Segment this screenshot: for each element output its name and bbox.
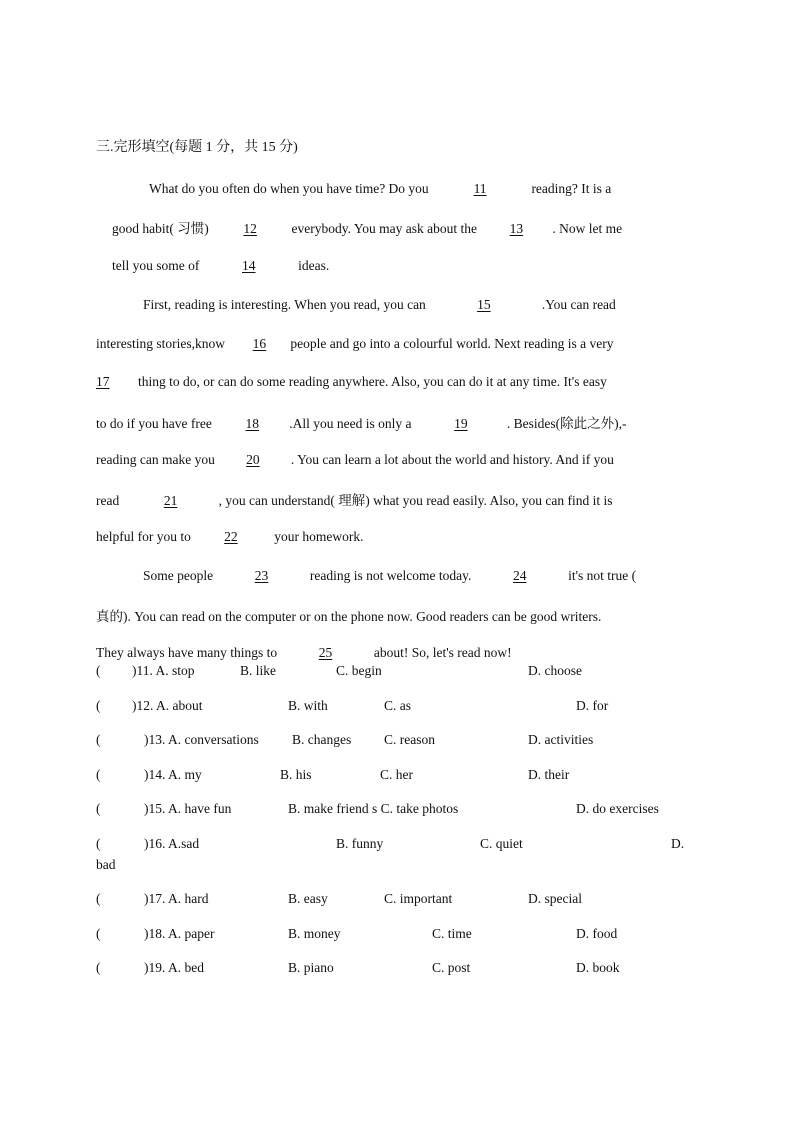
answer-paren: ( bbox=[96, 767, 101, 782]
option-d: D. bbox=[671, 836, 685, 851]
passage-text: reading is not welcome today. bbox=[306, 568, 475, 583]
answer-paren: ( bbox=[96, 836, 101, 851]
question-number-option-a: )16. A.sad bbox=[144, 836, 200, 851]
passage-text: They always have many things to bbox=[96, 645, 281, 660]
blank-14: 14 bbox=[242, 258, 256, 273]
passage-text: read bbox=[96, 493, 123, 508]
passage-text: First, reading is interesting. When you read, you can bbox=[143, 297, 426, 312]
passage-line bbox=[96, 529, 363, 545]
passage-line bbox=[96, 605, 601, 625]
passage-text: . Now let me bbox=[552, 221, 623, 236]
passage-text: reading can make you bbox=[96, 452, 215, 467]
question-number-option-a: )17. A. hard bbox=[144, 891, 209, 906]
passage-text: to do if you have free bbox=[96, 416, 216, 431]
blank-24: 24 bbox=[512, 568, 527, 583]
question-number-option-a: )14. A. my bbox=[144, 767, 202, 782]
option-c: C. post bbox=[432, 960, 471, 975]
passage-text: .All you need is only a bbox=[289, 416, 415, 431]
passage-line bbox=[96, 452, 614, 468]
passage-line bbox=[112, 217, 622, 237]
passage-text: about! So, let's read now! bbox=[370, 645, 512, 660]
question-row bbox=[96, 836, 696, 856]
question-number-option-a: )13. A. conversations bbox=[144, 732, 259, 747]
passage-text: interesting stories,know bbox=[96, 336, 229, 351]
question-wrap-row bbox=[96, 857, 696, 877]
passage-text: What do you often do when you have time? Do you bbox=[149, 181, 433, 196]
answer-paren: ( bbox=[96, 801, 101, 816]
passage-text: tell you some of bbox=[112, 258, 203, 273]
question-row bbox=[96, 960, 696, 980]
blank-20: 20 bbox=[246, 452, 260, 467]
passage-text: 真的). You can read on the computer or on the phone now. Good readers can be good writers. bbox=[96, 609, 602, 624]
option-d: D. book bbox=[576, 960, 620, 975]
question-number-option-a: )12. A. about bbox=[132, 698, 203, 713]
passage-text: your homework. bbox=[270, 529, 364, 544]
answer-paren: ( bbox=[96, 960, 101, 975]
question-row bbox=[96, 801, 696, 821]
option-b: B. easy bbox=[288, 891, 328, 906]
blank-17: 17 bbox=[96, 374, 110, 389]
option-b: B. funny bbox=[336, 836, 384, 851]
passage-text: Some people bbox=[143, 568, 217, 583]
question-row bbox=[96, 926, 696, 946]
passage-text: helpful for you to bbox=[96, 529, 191, 544]
option-b: B. with bbox=[288, 698, 328, 713]
passage-line bbox=[149, 181, 611, 197]
blank-11: 11 bbox=[473, 181, 487, 196]
passage-text: . You can learn a lot about the world and history. And if you bbox=[290, 452, 614, 467]
passage-line bbox=[96, 412, 626, 432]
passage-text: . Besides(除此之外),- bbox=[506, 416, 627, 431]
question-row bbox=[96, 732, 696, 752]
option-c: C. as bbox=[384, 698, 411, 713]
question-row bbox=[96, 891, 696, 911]
passage-line bbox=[96, 489, 613, 509]
passage-text: everybody. You may ask about the bbox=[288, 221, 481, 236]
answer-paren: ( bbox=[96, 732, 101, 747]
option-d: D. activities bbox=[528, 732, 594, 747]
passage-line bbox=[143, 568, 636, 584]
passage-line bbox=[96, 645, 512, 661]
option-b: B. money bbox=[288, 926, 341, 941]
blank-19: 19 bbox=[454, 416, 468, 431]
passage-text: thing to do, or can do some reading anywhere. Also, you can do it at any time. It's easy bbox=[138, 374, 607, 389]
option-c: C. reason bbox=[384, 732, 435, 747]
passage-text: ideas. bbox=[294, 258, 330, 273]
blank-12: 12 bbox=[243, 221, 257, 236]
passage-line bbox=[96, 336, 614, 352]
section-title: 三.完形填空(每题 1 分，共 15 分) bbox=[96, 140, 298, 155]
passage-text: , you can understand( 理解) what you read easily. Also, you can find it is bbox=[218, 493, 613, 508]
option-d-wrap: bad bbox=[96, 857, 116, 872]
answer-paren: ( bbox=[96, 698, 101, 713]
option-d: D. choose bbox=[528, 663, 582, 678]
option-d: D. special bbox=[528, 891, 582, 906]
question-row bbox=[96, 698, 696, 718]
question-number-option-a: )19. A. bed bbox=[144, 960, 204, 975]
blank-16: 16 bbox=[252, 336, 267, 351]
option-b: B. his bbox=[280, 767, 312, 782]
passage-line bbox=[143, 297, 616, 313]
passage-line bbox=[112, 258, 329, 274]
passage-text: people and go into a colourful world. Next reading is a very bbox=[290, 336, 614, 351]
option-d: D. their bbox=[528, 767, 570, 782]
passage-line bbox=[96, 374, 607, 390]
option-b-c: B. make friend s C. take photos bbox=[288, 801, 459, 816]
blank-25: 25 bbox=[318, 645, 333, 660]
option-c: C. time bbox=[432, 926, 472, 941]
question-row bbox=[96, 663, 696, 683]
answer-paren: ( bbox=[96, 891, 101, 906]
blank-13: 13 bbox=[509, 221, 524, 236]
option-d: D. do exercises bbox=[576, 801, 659, 816]
passage-text: it's not true ( bbox=[564, 568, 637, 583]
passage-text: reading? It is a bbox=[528, 181, 612, 196]
answer-paren: ( bbox=[96, 926, 101, 941]
option-b: B. piano bbox=[288, 960, 334, 975]
blank-15: 15 bbox=[477, 297, 491, 312]
passage-text: .You can read bbox=[541, 297, 616, 312]
option-d: D. for bbox=[576, 698, 609, 713]
blank-22: 22 bbox=[224, 529, 238, 544]
answer-paren: ( bbox=[96, 663, 101, 678]
option-c: C. important bbox=[384, 891, 453, 906]
passage-text: good habit( 习惯) bbox=[112, 221, 213, 236]
question-row bbox=[96, 767, 696, 787]
option-c: C. her bbox=[380, 767, 413, 782]
option-c: C. quiet bbox=[480, 836, 523, 851]
option-d: D. food bbox=[576, 926, 618, 941]
blank-18: 18 bbox=[245, 416, 259, 431]
option-c: C. begin bbox=[336, 663, 382, 678]
question-number-option-a: )11. A. stop bbox=[132, 663, 195, 678]
option-b: B. changes bbox=[292, 732, 352, 747]
option-b: B. like bbox=[240, 663, 276, 678]
blank-21: 21 bbox=[163, 493, 178, 508]
blank-23: 23 bbox=[254, 568, 269, 583]
question-number-option-a: )18. A. paper bbox=[144, 926, 215, 941]
question-number-option-a: )15. A. have fun bbox=[144, 801, 232, 816]
